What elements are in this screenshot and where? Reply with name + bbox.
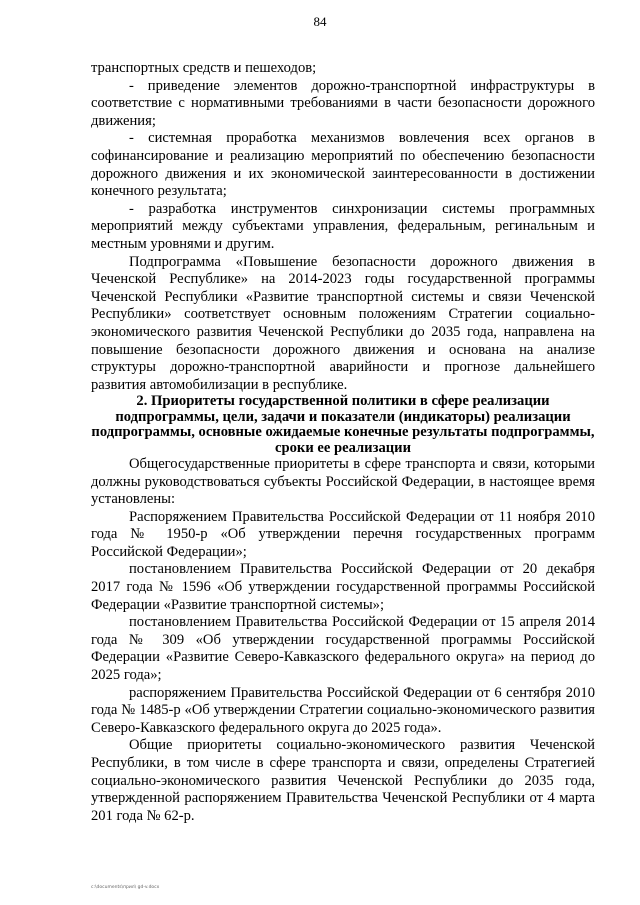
- paragraph: транспортных средств и пешеходов;: [91, 60, 317, 76]
- paragraph: - разработка инструментов синхронизации системы программных мероприятий между субъектами управления, федеральным, регинальным и местным уровнями и другим.: [91, 200, 595, 252]
- paragraph: - системная проработка механизмов вовлечения всех органов в софинансирование и реализацию мероприятий по обеспечению безопасности дорожного движения и их экономической заинтересованности в достижении конечного результата;: [91, 130, 595, 200]
- paragraph: постановлением Правительства Российской Федерации от 20 декабря 2017 года № 1596 «Об утверждении государственной программы Российской Федерации «Развитие транспортной системы»;: [91, 561, 595, 613]
- section-heading: 2. Приоритеты государственной политики в сфере реализации подпрограммы, цели, задачи и показатели (индикаторы) реализации подпрограммы, основные ожидаемые конечные результаты подпрограммы, сроки ее реализации: [91, 393, 595, 456]
- document-body: [91, 60, 595, 825]
- paragraph: - приведение элементов дорожно-транспортной инфраструктуры в соответствие с нормативными требованиями в части безопасности дорожного движения;: [91, 77, 595, 129]
- footer-file-path: c:\documents\прил\ gd-v.docx: [91, 885, 160, 890]
- paragraph: Подпрограмма «Повышение безопасности дорожного движения в Чеченской Республике» на 2014-2023 годы государственной программы Чеченской Республики «Развитие транспортной системы и связи Чеченской Республики» соответствует основным положениям Стратегии социально-экономического развития Чеченской Республики до 2035 года, направлена на повышение безопасности дорожного движения и основана на анализе структуры дорожно-транспортной аварийности и прогнозе дальнейшего развития автомобилизации в республике.: [91, 253, 595, 393]
- paragraph: Общие приоритеты социально-экономического развития Чеченской Республики, в том числе в сфере транспорта и связи, определены Стратегией социально-экономического развития Чеченской Республики до 2035 года, утвержденной распоряжением Правительства Чеченской Республики от 4 марта 201 года № 62-р.: [91, 737, 595, 824]
- paragraph: постановлением Правительства Российской Федерации от 15 апреля 2014 года № 309 «Об утверждении государственной программы Российской Федерации «Развитие Северо-Кавказского федерального округа» на период до 2025 года»;: [91, 614, 595, 684]
- page-number: 84: [313, 14, 327, 29]
- paragraph: Общегосударственные приоритеты в сфере транспорта и связи, которыми должны руководствоваться субъекты Российской Федерации, в настоящее время установлены:: [91, 455, 595, 508]
- paragraph: Распоряжением Правительства Российской Федерации от 11 ноября 2010 года № 1950-р «Об утверждении перечня государственных программ Российской Федерации»;: [91, 508, 595, 560]
- paragraph: распоряжением Правительства Российской Федерации от 6 сентября 2010 года № 1485-р «Об утверждении Стратегии социально-экономического развития Северо-Кавказского федерального округа до 2025 года».: [91, 684, 595, 736]
